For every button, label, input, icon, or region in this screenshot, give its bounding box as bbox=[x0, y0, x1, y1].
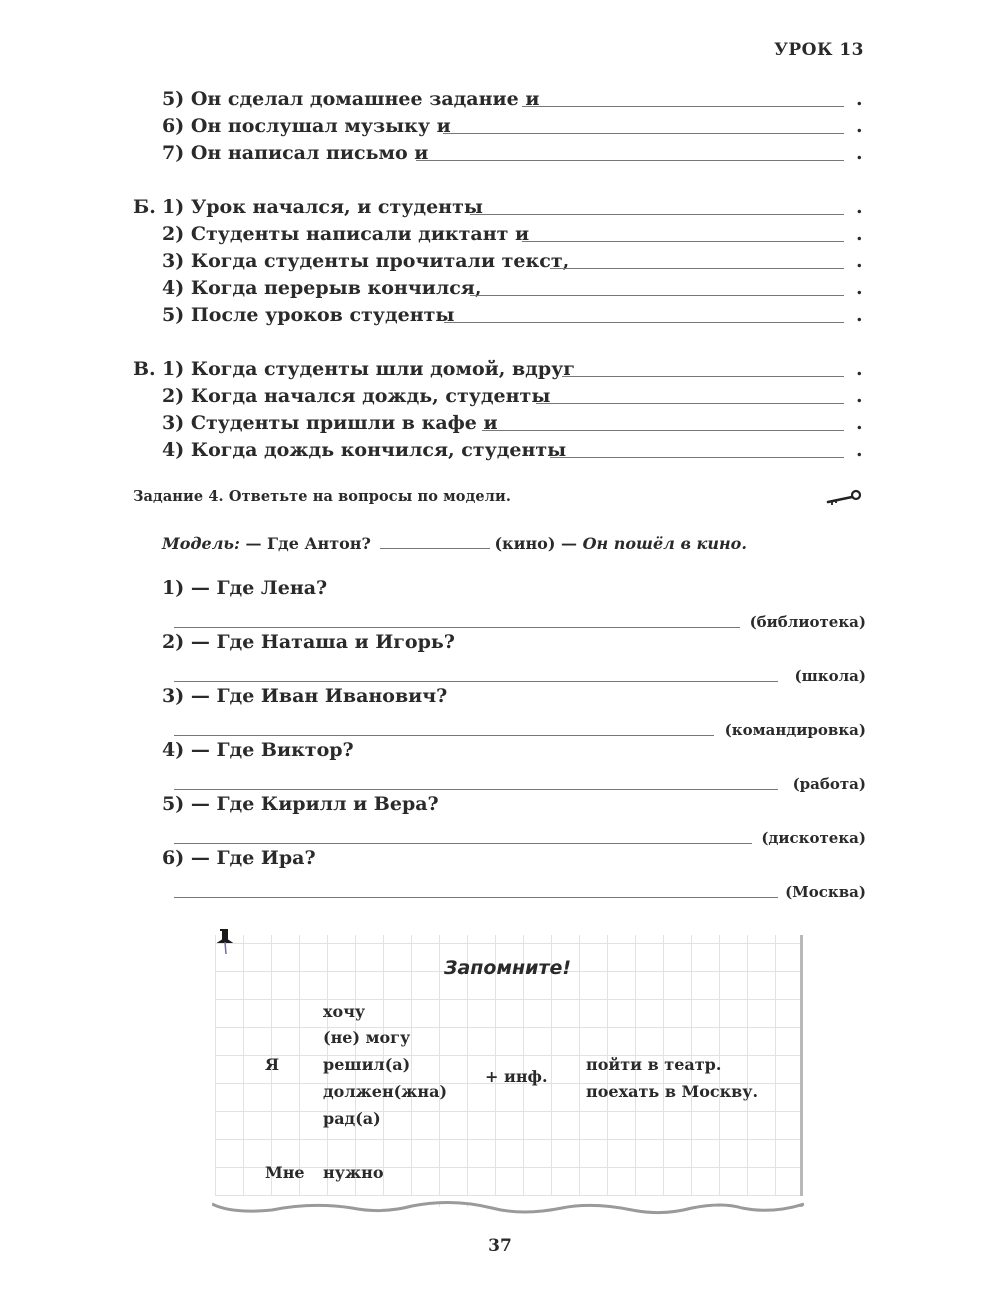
exercise-prompt: 6) Он послушал музыку и bbox=[162, 115, 451, 137]
memo-example: поехать в Москву. bbox=[586, 1082, 759, 1101]
answer-blank[interactable] bbox=[443, 133, 844, 134]
question-hint: (дискотека) bbox=[761, 829, 866, 847]
question-hint: (библиотека) bbox=[749, 613, 866, 631]
exercise-prompt: 7) Он написал письмо и bbox=[162, 142, 429, 164]
exercise-line bbox=[0, 410, 1000, 436]
answer-blank[interactable] bbox=[174, 843, 752, 844]
period: . bbox=[856, 358, 863, 380]
exercise-prompt: 1) Урок начался, и студенты bbox=[162, 196, 483, 218]
exercise-prompt: 4) Когда перерыв кончился, bbox=[162, 277, 482, 299]
memo-subject: Я bbox=[265, 1055, 280, 1074]
memo-title: Запомните! bbox=[443, 957, 572, 979]
answer-blank[interactable] bbox=[550, 457, 844, 458]
answer-blank[interactable] bbox=[550, 268, 844, 269]
model-hint: (кино) bbox=[494, 534, 556, 553]
exercise-line bbox=[0, 221, 1000, 247]
exercise-prompt: 2) Студенты написали диктант и bbox=[162, 223, 530, 245]
answer-blank[interactable] bbox=[174, 735, 714, 736]
answer-blank[interactable] bbox=[444, 322, 844, 323]
section-letter: Б. bbox=[133, 196, 156, 218]
question-text: 5) — Где Кирилл и Вера? bbox=[162, 793, 439, 815]
answer-blank[interactable] bbox=[522, 241, 844, 242]
answer-blank[interactable] bbox=[174, 897, 778, 898]
exercise-line bbox=[0, 194, 1000, 220]
section-letter: В. bbox=[133, 358, 156, 380]
question-text: 6) — Где Ира? bbox=[162, 847, 316, 869]
exercise-line bbox=[0, 437, 1000, 463]
task-title: Задание 4. Ответьте на вопросы по модели. bbox=[133, 488, 511, 505]
memo-verb: решил(а) bbox=[323, 1055, 411, 1074]
exercise-line bbox=[0, 356, 1000, 382]
exercise-prompt: 5) После уроков студенты bbox=[162, 304, 455, 326]
exercise-prompt: 1) Когда студенты шли домой, вдруг bbox=[162, 358, 575, 380]
model-example bbox=[162, 534, 747, 553]
torn-edge bbox=[212, 1196, 804, 1220]
period: . bbox=[856, 250, 863, 272]
memo-example: пойти в театр. bbox=[586, 1055, 722, 1074]
period: . bbox=[856, 223, 863, 245]
exercise-prompt: 4) Когда дождь кончился, студенты bbox=[162, 439, 567, 461]
period: . bbox=[856, 142, 863, 164]
page-number: 37 bbox=[488, 1236, 512, 1256]
answer-blank[interactable] bbox=[482, 430, 844, 431]
period: . bbox=[856, 115, 863, 137]
answer-blank[interactable] bbox=[470, 295, 844, 296]
question-text: 3) — Где Иван Иванович? bbox=[162, 685, 448, 707]
exercise-prompt: 2) Когда начался дождь, студенты bbox=[162, 385, 551, 407]
lesson-header: УРОК 13 bbox=[774, 40, 864, 60]
memo-infinitive: + инф. bbox=[485, 1067, 548, 1086]
answer-blank[interactable] bbox=[522, 106, 844, 107]
exercise-line bbox=[0, 140, 1000, 166]
model-label: Модель: bbox=[162, 534, 240, 553]
question-hint: (школа) bbox=[794, 667, 866, 685]
exercise-line bbox=[0, 302, 1000, 328]
answer-blank[interactable] bbox=[470, 214, 844, 215]
exercise-prompt: 3) Студенты пришли в кафе и bbox=[162, 412, 498, 434]
question-text: 4) — Где Виктор? bbox=[162, 739, 354, 761]
period: . bbox=[856, 88, 863, 110]
answer-blank[interactable] bbox=[174, 681, 778, 682]
exercise-line bbox=[0, 383, 1000, 409]
answer-blank[interactable] bbox=[536, 403, 844, 404]
question-hint: (командировка) bbox=[724, 721, 866, 739]
question-text: 1) — Где Лена? bbox=[162, 577, 328, 599]
exercise-prompt: 3) Когда студенты прочитали текст, bbox=[162, 250, 570, 272]
memo-subject: Мне bbox=[265, 1163, 305, 1182]
model-dash: — bbox=[561, 534, 577, 553]
answer-blank[interactable] bbox=[174, 627, 740, 628]
memo-verb: нужно bbox=[323, 1163, 384, 1182]
model-answer: Он пошёл в кино. bbox=[582, 534, 747, 553]
memo-verb: должен(жна) bbox=[323, 1082, 448, 1101]
memo-card bbox=[215, 935, 803, 1207]
question-hint: (работа) bbox=[792, 775, 866, 793]
period: . bbox=[856, 304, 863, 326]
model-question: — Где Антон? bbox=[245, 534, 371, 553]
question-text: 2) — Где Наташа и Игорь? bbox=[162, 631, 455, 653]
period: . bbox=[856, 277, 863, 299]
exercise-line bbox=[0, 86, 1000, 112]
period: . bbox=[856, 196, 863, 218]
period: . bbox=[856, 412, 863, 434]
period: . bbox=[856, 385, 863, 407]
key-icon bbox=[820, 486, 866, 510]
answer-blank[interactable] bbox=[416, 160, 844, 161]
model-blank bbox=[380, 534, 490, 549]
exercise-prompt: 5) Он сделал домашнее задание и bbox=[162, 88, 540, 110]
exercise-line bbox=[0, 113, 1000, 139]
exercise-line bbox=[0, 248, 1000, 274]
question-hint: (Москва) bbox=[785, 883, 866, 901]
answer-blank[interactable] bbox=[562, 376, 844, 377]
period: . bbox=[856, 439, 863, 461]
pushpin-icon bbox=[217, 928, 235, 958]
exercise-line bbox=[0, 275, 1000, 301]
memo-verb: хочу bbox=[323, 1002, 366, 1021]
answer-blank[interactable] bbox=[174, 789, 778, 790]
memo-verb: рад(а) bbox=[323, 1109, 381, 1128]
memo-verb: (не) могу bbox=[323, 1028, 411, 1047]
